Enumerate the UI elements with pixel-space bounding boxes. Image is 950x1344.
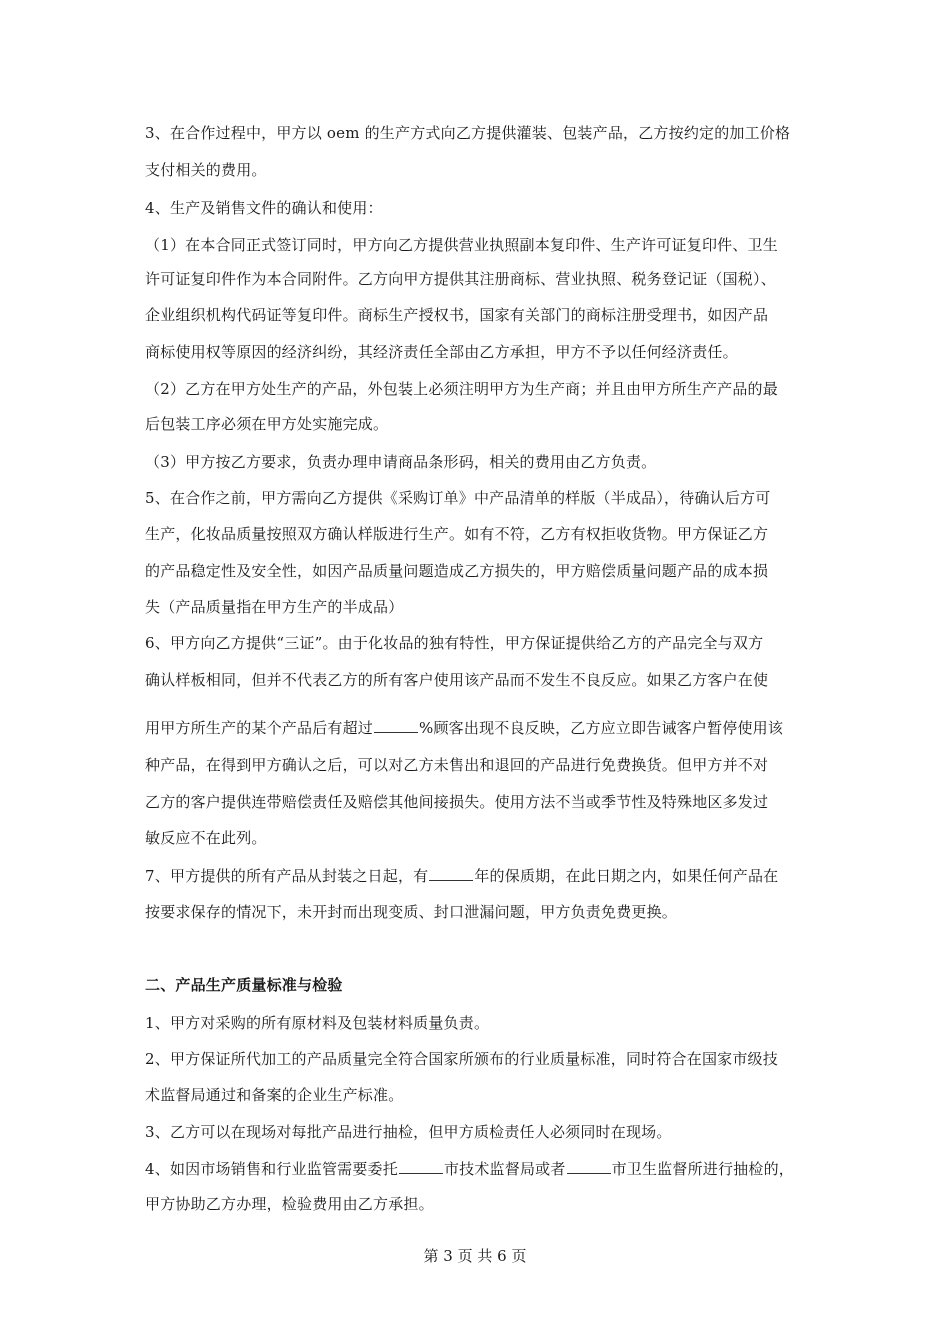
paragraph-line: 甲方协助乙方办理，检验费用由乙方承担。 xyxy=(145,1195,434,1213)
paragraph-line: 支付相关的费用。 xyxy=(145,161,267,179)
line-text: 7、甲方提供的所有产品从封装之日起，有 xyxy=(145,867,429,885)
paragraph-line xyxy=(145,865,815,886)
paragraph-line: 术监督局通过和备案的企业生产标准。 xyxy=(145,1086,404,1104)
paragraph-line: 许可证复印件作为本合同附件。乙方向甲方提供其注册商标、营业执照、税务登记证（国税）、 xyxy=(145,270,776,288)
line-text: 4、如因市场销售和行业监管需要委托 xyxy=(145,1160,398,1178)
line-text: 年的保质期，在此日期之内，如果任何产品在 xyxy=(474,867,779,885)
line-text: 用甲方所生产的某个产品后有超过 xyxy=(145,719,374,737)
paragraph-line: 按要求保存的情况下，未开封而出现变质、封口泄漏问题，甲方负责免费更换。 xyxy=(145,903,678,921)
paragraph-line: 敏反应不在此列。 xyxy=(145,829,267,847)
paragraph-line: （2）乙方在甲方处生产的产品，外包装上必须注明甲方为生产商；并且由甲方所生产产品的最 xyxy=(145,380,778,398)
paragraph-line: 的产品稳定性及安全性，如因产品质量问题造成乙方损失的，甲方赔偿质量问题产品的成本损 xyxy=(145,562,769,580)
line-text: 市技术监督局或者 xyxy=(443,1160,566,1178)
paragraph-line: 后包装工序必须在甲方处实施完成。 xyxy=(145,415,389,433)
paragraph-line: 生产，化妆品质量按照双方确认样版进行生产。如有不符，乙方有权拒收货物。甲方保证乙方 xyxy=(145,525,769,543)
paragraph-line: 种产品，在得到甲方确认之后，可以对乙方未售出和退回的产品进行免费换货。但甲方并不对 xyxy=(145,756,769,774)
fill-in-blank[interactable] xyxy=(429,865,473,881)
page-footer: 第 3 页 共 6 页 xyxy=(423,1247,527,1265)
paragraph-line: 6、甲方向乙方提供“三证”。由于化妆品的独有特性，甲方保证提供给乙方的产品完全与双方 xyxy=(145,634,764,652)
paragraph-line: 5、在合作之前，甲方需向乙方提供《采购订单》中产品清单的样版（半成品），待确认后方可 xyxy=(145,489,771,507)
line-text: 市卫生监督所进行抽检的， xyxy=(611,1160,794,1178)
paragraph-line: 确认样板相同，但并不代表乙方的所有客户使用该产品而不发生不良反应。如果乙方客户在使 xyxy=(145,671,769,689)
fill-in-blank[interactable] xyxy=(399,1158,443,1174)
paragraph-line: 2、甲方保证所代加工的产品质量完全符合国家所颁布的行业质量标准，同时符合在国家市级技 xyxy=(145,1050,778,1068)
paragraph-line: （3）甲方按乙方要求，负责办理申请商品条形码，相关的费用由乙方负责。 xyxy=(145,453,657,471)
paragraph-line: 乙方的客户提供连带赔偿责任及赔偿其他间接损失。使用方法不当或季节性及特殊地区多发过 xyxy=(145,793,769,811)
fill-in-blank[interactable] xyxy=(567,1158,611,1174)
paragraph-line: 3、在合作过程中，甲方以 oem 的生产方式向乙方提供灌装、包装产品，乙方按约定的加工价格 xyxy=(145,124,791,142)
paragraph-line: 商标使用权等原因的经济纠纷，其经济责任全部由乙方承担，甲方不予以任何经济责任。 xyxy=(145,343,738,361)
paragraph-line: （1）在本合同正式签订同时，甲方向乙方提供营业执照副本复印件、生产许可证复印件、卫生 xyxy=(145,236,778,254)
line-text: %顾客出现不良反映，乙方应立即告诫客户暂停使用该 xyxy=(419,719,784,737)
paragraph-line xyxy=(145,1158,815,1179)
paragraph-line: 企业组织机构代码证等复印件。商标生产授权书，国家有关部门的商标注册受理书，如因产品 xyxy=(145,306,769,324)
paragraph-line: 4、生产及销售文件的确认和使用： xyxy=(145,199,383,217)
paragraph-line: 失（产品质量指在甲方生产的半成品） xyxy=(145,598,404,616)
fill-in-blank[interactable] xyxy=(374,717,418,733)
paragraph-line: 1、甲方对采购的所有原材料及包装材料质量负责。 xyxy=(145,1014,490,1032)
section-heading: 二、产品生产质量标准与检验 xyxy=(145,976,343,994)
paragraph-line: 3、乙方可以在现场对每批产品进行抽检，但甲方质检责任人必须同时在现场。 xyxy=(145,1123,672,1141)
paragraph-line xyxy=(145,717,815,738)
